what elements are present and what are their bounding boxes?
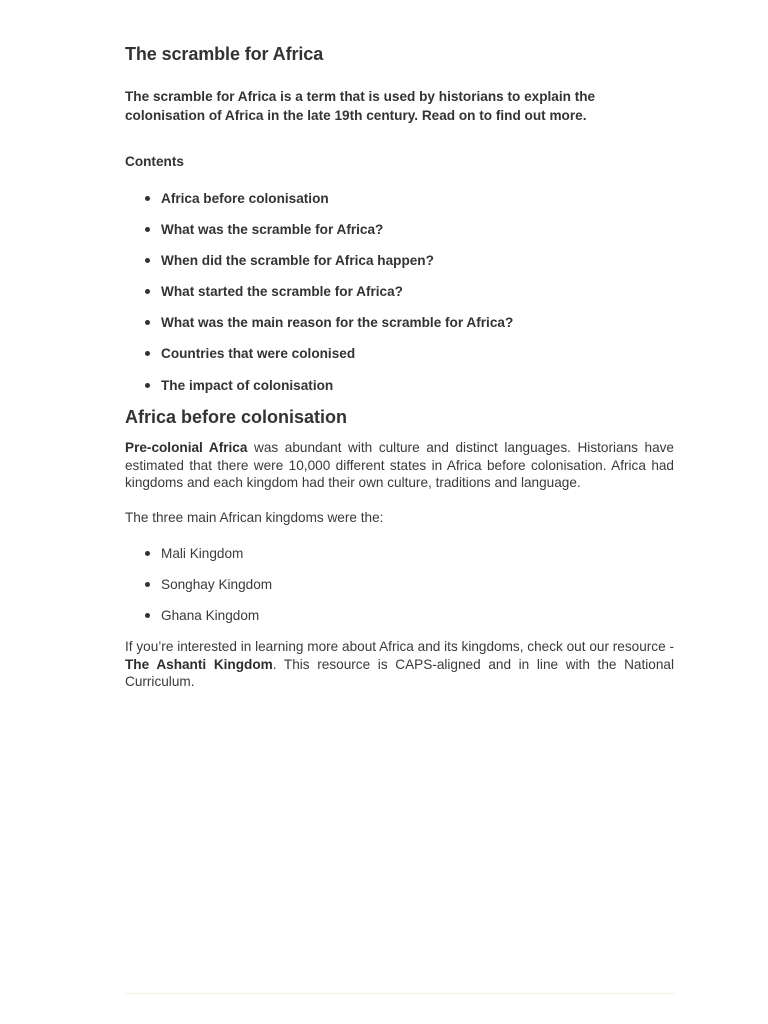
contents-item-main-reason[interactable] [125, 313, 513, 344]
contents-item-label[interactable]: When did the scramble for Africa happen? [161, 253, 434, 269]
bullet-icon [145, 551, 150, 556]
kingdom-label: Mali Kingdom [161, 546, 244, 561]
intro-paragraph: The scramble for Africa is a term that is used by historians to explain the colonisation of Africa in the late 19th century. Read on to find out more. [125, 89, 596, 123]
pre-colonial-text: was abundant with culture and distinct languages. Historians have estimated that there were 10,000 different states in Africa before colonisation. Africa had kingdoms and each kingdom had their own culture, traditions and language. [125, 440, 674, 490]
contents-item-impact-of-colonisation[interactable] [125, 376, 513, 407]
contents-item-label[interactable]: Africa before colonisation [161, 191, 329, 206]
contents-item-what-was-the-scramble[interactable] [125, 220, 513, 251]
bullet-icon [145, 351, 150, 356]
kingdoms-intro: The three main African kingdoms were the: [125, 510, 384, 525]
ashanti-kingdom-link[interactable]: The Ashanti Kingdom [125, 656, 273, 672]
bullet-icon [145, 289, 150, 294]
bullet-icon [145, 258, 150, 263]
bullet-icon [145, 196, 150, 201]
kingdom-label: Ghana Kingdom [161, 608, 260, 624]
footer-divider [125, 993, 675, 994]
pre-colonial-paragraph [125, 439, 674, 492]
kingdom-label: Songhay Kingdom [161, 577, 273, 593]
contents-item-label[interactable]: Countries that were colonised [161, 346, 356, 362]
bullet-icon [145, 320, 150, 325]
contents-item-label[interactable]: What was the main reason for the scramble for Africa? [161, 315, 514, 331]
list-item [125, 606, 272, 637]
pre-colonial-africa-term: Pre-colonial Africa [125, 440, 248, 455]
contents-item-what-started-it[interactable] [125, 282, 513, 313]
section-heading: Africa before colonisation [125, 407, 348, 427]
kingdoms-list [125, 544, 272, 637]
resource-paragraph [125, 638, 674, 691]
list-item [125, 544, 272, 575]
contents-list [125, 189, 513, 407]
contents-item-africa-before-colonisation[interactable] [125, 189, 513, 220]
bullet-icon [145, 582, 150, 587]
resource-text-before: If you’re interested in learning more about Africa and its kingdoms, check out our resource - [125, 639, 674, 654]
contents-item-label[interactable]: The impact of colonisation [161, 377, 334, 393]
resource-text-after: . This resource is CAPS-aligned and in line with the National Curriculum. [125, 656, 674, 689]
bullet-icon [145, 227, 150, 232]
contents-item-countries-colonised[interactable] [125, 344, 513, 375]
contents-item-when-did-it-happen[interactable] [125, 251, 513, 282]
contents-label: Contents [125, 154, 184, 169]
contents-item-label[interactable]: What was the scramble for Africa? [161, 222, 384, 238]
contents-item-label[interactable]: What started the scramble for Africa? [161, 284, 403, 300]
list-item [125, 575, 272, 606]
page-title: The scramble for Africa [125, 44, 324, 64]
bullet-icon [145, 613, 150, 618]
bullet-icon [145, 383, 150, 388]
